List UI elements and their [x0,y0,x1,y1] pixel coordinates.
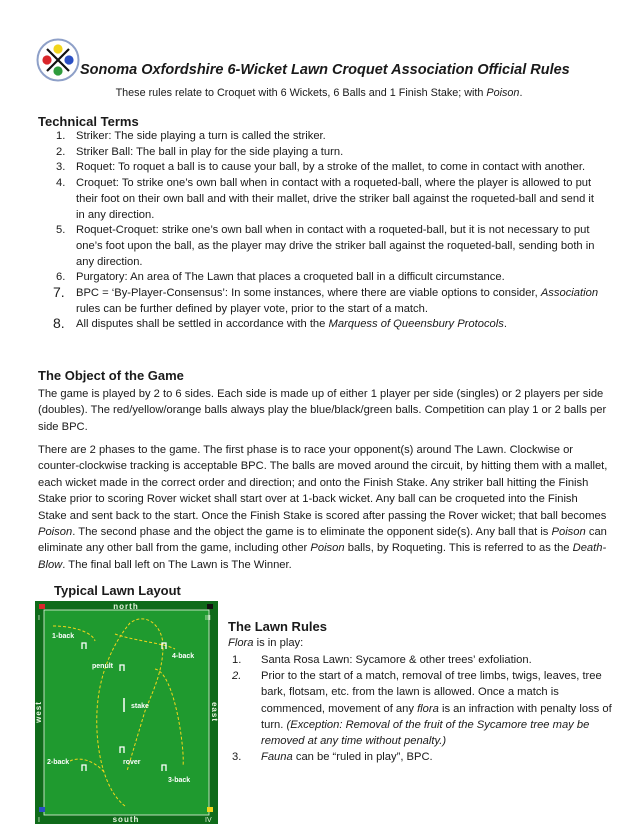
corner-flag-black [207,604,213,609]
list-item: 2. Prior to the start of a match, removal of tree limbs, twigs, leaves, tree bark, flotsam, etc. from the lawn is allowed. Once a match is commenced, movement of any flora is an infraction with penalty loss of turn. (Exception: Removal of the fruit of the Sycamore tree may be removed at any time without penalty.) [232,670,612,748]
label-stake: stake [131,703,149,710]
list-item: 3. Fauna can be “ruled in play”, BPC. [232,751,433,764]
association-logo [36,38,80,82]
corner-flag-red [39,604,45,609]
corner-label-tl: I [38,615,40,622]
south-label: south [112,815,140,824]
technical-terms-heading: Technical Terms [38,114,139,129]
west-label: west [34,701,43,723]
label-penult: penult [92,663,113,670]
lawn-rules-list [232,652,612,765]
corner-label-br: IV [205,817,212,824]
list-item: 1. Striker: The side playing a turn is called the striker. [56,130,326,142]
corner-label-tr: III [205,615,211,622]
east-label: east [210,701,219,723]
object-paragraph-1: The game is played by 2 to 6 sides. Each side is made up of either 1 player per side (singles) or 2 players per side (doubles). The red/yellow/orange balls always play the blue/black/green balls. Competition can play 1 or 2 balls per side BPC. [38,388,607,433]
object-heading: The Object of the Game [38,368,184,383]
list-item: 6. Purgatory: An area of The Lawn that places a croqueted ball in a difficult circumstance. [56,271,505,284]
object-paragraph-2: There are 2 phases to the game. The first phase is to race your opponent(s) around The Lawn. Clockwise or counter-clockwise tracking is acceptable BPC. The balls are moved around the circuit, by hitting them with a mallet, each wicket made in the correct order and direction; and onto the Finish Stake. Any striker ball hitting the Finish Stake prior to scoring Rover wicket shall start over at 1-back wicket. Any ball can be croqueted into the Finish Stake and sent back to the start. Once the Finish Stake is scored after passing the Rover wicket; that ball becomes Poison. The second phase and the object the game is to eliminate the opponent side(s). Any ball that is Poison can eliminate any other ball from the game, including other Poison balls, by Roqueting. This is referred to as the Death-Blow. The final ball left on The Lawn is The Winner. [38,444,608,571]
list-item: 4. Croquet: To strike one’s own ball when in contact with a roqueted-ball, where the player is allowed to put their foot on their own ball and with their mallet, drive the striker ball against the roqueted-ball and send it in any direction. [56,177,595,221]
label-2-back: 2-back [47,759,70,766]
list-item: 2. Striker Ball: The ball in play for the side playing a turn. [56,145,344,158]
lawn-layout-diagram [35,601,218,824]
corner-label-bl: I [38,817,40,824]
flora-intro: Flora is in play: [228,637,304,649]
label-1-back: 1-back [52,633,75,640]
list-item: 1. Santa Rosa Lawn: Sycamore & other trees’ exfoliation. [232,654,532,666]
corner-flag-blue [39,807,45,812]
lawn-rules-heading: The Lawn Rules [228,619,327,634]
label-4-back: 4-back [172,653,195,660]
page-title: Sonoma Oxfordshire 6-Wicket Lawn Croquet Association Official Rules [80,62,570,78]
corner-flag-yellow [207,807,213,812]
list-item: 3. Roquet: To roquet a ball is to cause your ball, by a stroke of the mallet, to come in contact with another. [56,161,586,174]
lawn-layout-heading: Typical Lawn Layout [54,583,181,598]
technical-terms-list [50,129,600,333]
label-rover: rover [123,759,141,766]
list-item: 7. BPC = ‘By-Player-Consensus’: In some instances, where there are viable options to consider, Association rules can be further defined by player vote, prior to the start of a match. [53,284,599,315]
page-subtitle: These rules relate to Croquet with 6 Wickets, 6 Balls and 1 Finish Stake; with Poison. [115,87,523,99]
list-item: 8. All disputes shall be settled in accordance with the Marquess of Queensbury Protocols. [53,315,507,332]
label-3-back: 3-back [168,777,191,784]
north-label: north [113,602,139,611]
list-item: 5. Roquet-Croquet: strike one’s own ball when in contact with a roqueted-ball, but it is not necessary to put one’s foot upon the ball, as the player may drive the striker ball against the roqueted-ball, sending both in any direction. [56,224,595,268]
